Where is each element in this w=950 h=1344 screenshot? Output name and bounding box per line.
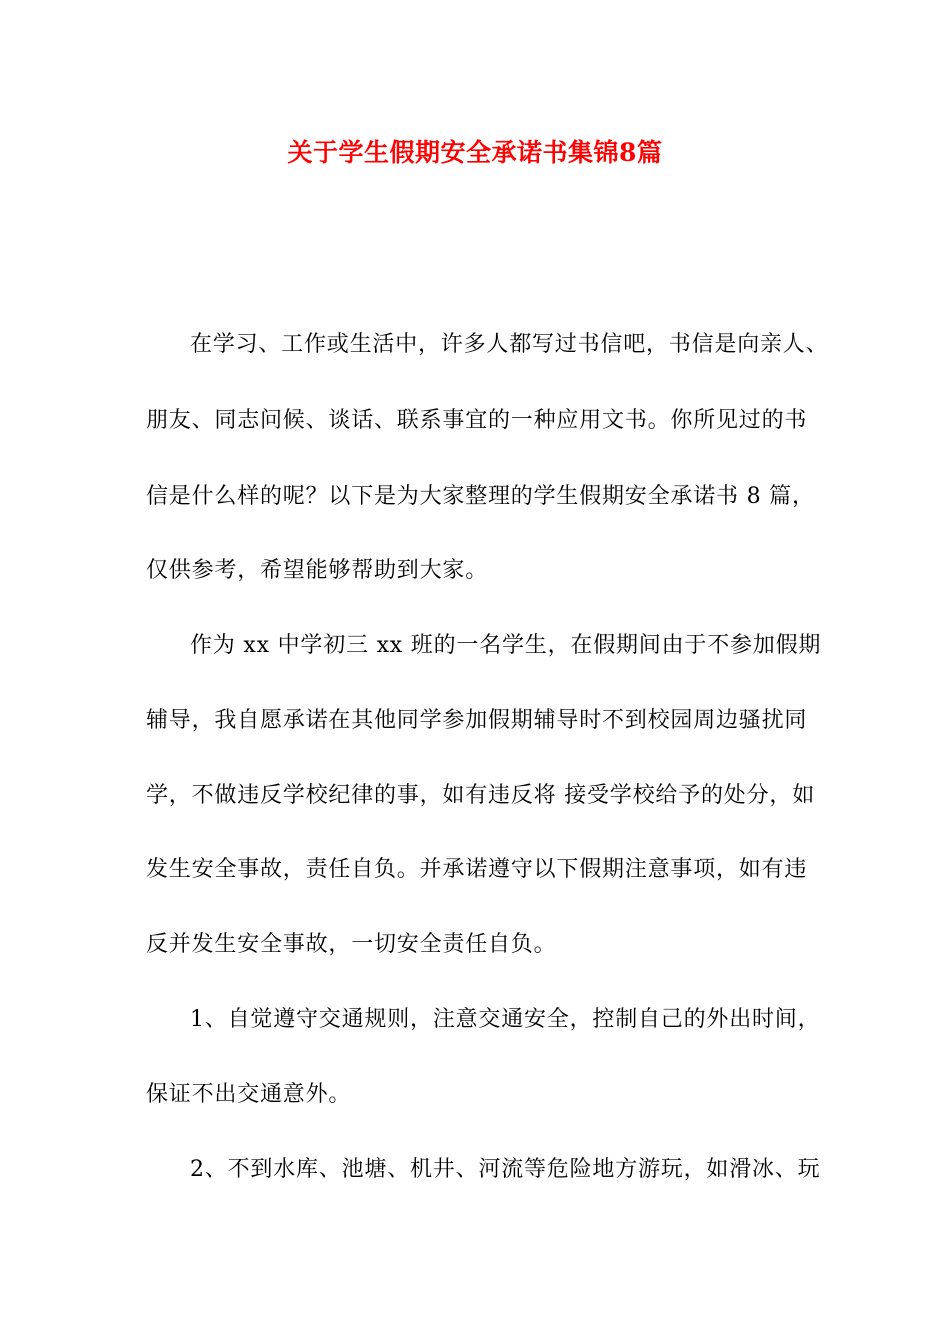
- paragraph-line: 作为 xx 中学初三 xx 班的一名学生，在假期间由于不参加假期: [190, 633, 822, 658]
- document-title: 关于学生假期安全承诺书集锦8篇: [287, 138, 663, 167]
- paragraph-line: 仅供参考，希望能够帮助到大家。: [146, 558, 489, 583]
- paragraph-line: 发生安全事故，责任自负。并承诺遵守以下假期注意事项，如有违: [146, 857, 808, 882]
- paragraph-line: 反并发生安全事故，一切安全责任自负。: [146, 932, 557, 957]
- paragraph-line: 2、不到水库、池塘、机井、河流等危险地方游玩，如滑冰、玩: [190, 1157, 821, 1182]
- paragraph-line: 在学习、工作或生活中，许多人都写过书信吧，书信是向亲人、: [190, 332, 829, 357]
- paragraph-line: 保证不出交通意外。: [146, 1082, 352, 1107]
- paragraph-line: 1、自觉遵守交通规则，注意交通安全，控制自己的外出时间，: [190, 1007, 821, 1032]
- paragraph-line: 朋友、同志问候、谈话、联系事宜的一种应用文书。你所见过的书: [146, 408, 808, 433]
- paragraph-line: 信是什么样的呢？以下是为大家整理的学生假期安全承诺书 8 篇，: [146, 484, 815, 509]
- paragraph-line: 辅导，我自愿承诺在其他同学参加假期辅导时不到校园周边骚扰同: [146, 708, 808, 733]
- paragraph-line: 学，不做违反学校纪律的事，如有违反将 接受学校给予的处分，如: [146, 783, 815, 808]
